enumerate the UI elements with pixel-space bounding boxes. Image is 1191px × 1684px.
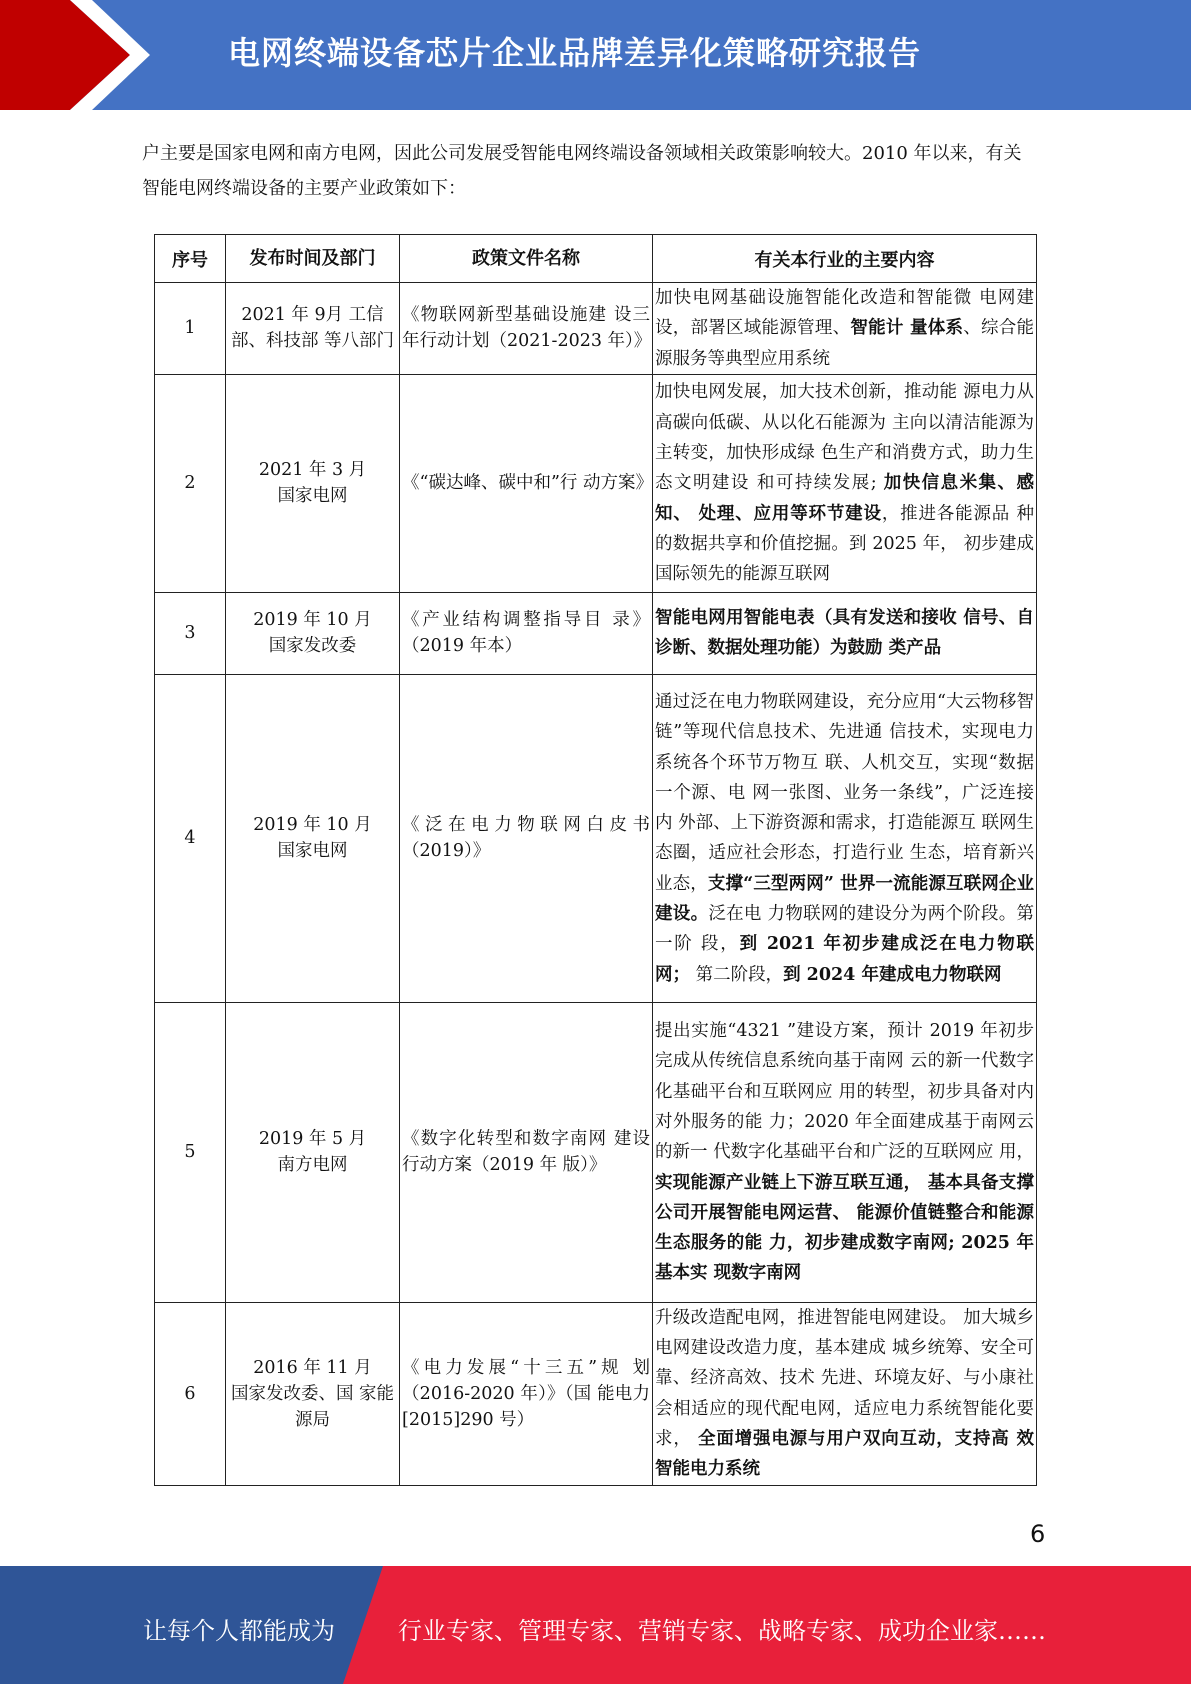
content-emphasis: 智能计 量体系 (850, 318, 964, 339)
row-main-content (653, 283, 1037, 375)
policy-table (154, 234, 1037, 1486)
row-document-name: 《电力发展“十三五”规 划（2016-2020 年）》（国 能电力[2015]290 号） (400, 1302, 653, 1485)
row-date-department: 2021 年 3 月 国家电网 (226, 374, 400, 592)
row-document-name: 《“碳达峰、碳中和”行 动方案》 (400, 374, 653, 592)
content-emphasis: 加快信息米集、感知、 处理、应用等环节建设 (655, 473, 1035, 524)
header-main-content: 有关本行业的主要内容 (653, 235, 1037, 283)
page-footer (0, 1566, 1191, 1684)
content-text: 第二阶段， (690, 964, 784, 985)
page-number: 6 (1030, 1520, 1046, 1548)
content-text: 通过泛在电力物联网建设，充分应用“大云物移智链”等现代信息技术、先进通 信技术，实现电力系统各个环节万物互 联、人机交互，实现“数据一个源、电 网一张图、业务一条线”，广泛连接内 外部、上下游资源和需求，打造能源互 联网生态圈，适应社会形态，打造行业 生态，培育新兴业态， (655, 691, 1034, 894)
row-date-department: 2019 年 10 月 国家电网 (226, 674, 400, 1002)
footer-slogan-left: 让每个人都能成为 (143, 1617, 335, 1645)
table-row (155, 1002, 1037, 1302)
content-text: 泛在电 力物联网的建设分为两个阶段。第一阶 段， (655, 903, 1035, 955)
row-document-name: 《产业结构调整指导目 录》（2019 年本） (400, 592, 653, 674)
table-row (155, 374, 1037, 592)
content-text: 加快电网发展，加大技术创新，推动能 源电力从高碳向低碳、从以化石能源为 主向以清洁能源为主转变，加快形成绿 色生产和消费方式，助力生态文明建设 和可持续发展; (655, 382, 1034, 494)
row-date-department: 2019 年 10 月 国家发改委 (226, 592, 400, 674)
row-date-department: 2019 年 5 月 南方电网 (226, 1002, 400, 1302)
content-text: 加快电网基础设施智能化改造和智能微 电网建设，部署区域能源管理、 (655, 288, 1034, 339)
header-number: 序号 (155, 235, 226, 283)
content-text: 、综合能源服务等典型应用系统 (655, 318, 1035, 369)
row-date-department: 2021 年 9月 工信部、科技部 等八部门 (226, 283, 400, 375)
row-document-name: 《泛在电力物联网白皮书（2019）》 (400, 674, 653, 1002)
row-document-name: 《物联网新型基础设施建 设三年行动计划（2021-2023 年）》 (400, 283, 653, 375)
footer-slogan-right: 行业专家、管理专家、营销专家、战略专家、成功企业家…… (398, 1617, 1046, 1645)
page-header (0, 0, 1191, 110)
row-number: 2 (155, 374, 226, 592)
row-main-content (653, 1002, 1037, 1302)
row-number: 1 (155, 283, 226, 375)
content-text: 提出实施“4321 ”建设方案，预计 2019 年初步完成从传统信息系统向基于南网 云的新一代数字化基础平台和互联网应 用的转型，初步具备对内对外服务的能 力；2020 年全面建成基于南网云的新一 代数字化基础平台和广泛的互联网应 用， (655, 1021, 1034, 1163)
content-emphasis: 支撑“三型两网” 世界一流能源互联网企业建设。 (655, 873, 1034, 924)
content-emphasis: 全面增强电源与用户双向互动，支持高 效智能电力系统 (655, 1429, 1034, 1480)
table-row (155, 592, 1037, 674)
table-row (155, 1302, 1037, 1485)
row-number: 3 (155, 592, 226, 674)
content-emphasis: 智能电网用智能电表（具有发送和接收 信号、自诊断、数据处理功能）为鼓励 类产品 (655, 608, 1034, 659)
row-main-content (653, 592, 1037, 674)
report-title: 电网终端设备芯片企业品牌差异化策略研究报告 (228, 34, 922, 72)
intro-paragraph: 户主要是国家电网和南方电网，因此公司发展受智能电网终端设备领域相关政策影响较大。2010 年以来，有关智能电网终端设备的主要产业政策如下： (142, 143, 1022, 199)
row-document-name: 《数字化转型和数字南网 建设行动方案（2019 年 版）》 (400, 1002, 653, 1302)
table-row (155, 674, 1037, 1002)
row-number: 5 (155, 1002, 226, 1302)
content-emphasis: 实现能源产业链上下游互联互通， 基本具备支撑公司开展智能电网运营、 能源价值链整合和能源生态服务的能 力，初步建成数字南网; 2025 年基本实 现数字南网 (655, 1172, 1034, 1284)
row-date-department: 2016 年 11 月 国家发改委、国 家能源局 (226, 1302, 400, 1485)
row-number: 4 (155, 674, 226, 1002)
header-date-department: 发布时间及部门 (226, 235, 400, 283)
content-emphasis: 到 2024 年建成电力物联网 (783, 964, 1002, 985)
row-main-content (653, 674, 1037, 1002)
content-text: 升级改造配电网，推进智能电网建设。 加大城乡电网建设改造力度，基本建成 城乡统筹、安全可靠、经济高效、技术 先进、环境友好、与小康社会相适应的现代配电网，适应电力系统智能化要求， (655, 1307, 1034, 1450)
table-header-row (155, 235, 1037, 283)
content-emphasis: 到 2021 年初步建成泛在电力物联网； (655, 934, 1035, 985)
row-main-content (653, 1302, 1037, 1485)
content-text: ，推进各能源品 种的数据共享和价值挖掘。到 2025 年， 初步建成国际领先的能源互联网 (655, 503, 1034, 585)
row-number: 6 (155, 1302, 226, 1485)
table-row (155, 283, 1037, 375)
header-document-name: 政策文件名称 (400, 235, 653, 283)
row-main-content (653, 374, 1037, 592)
